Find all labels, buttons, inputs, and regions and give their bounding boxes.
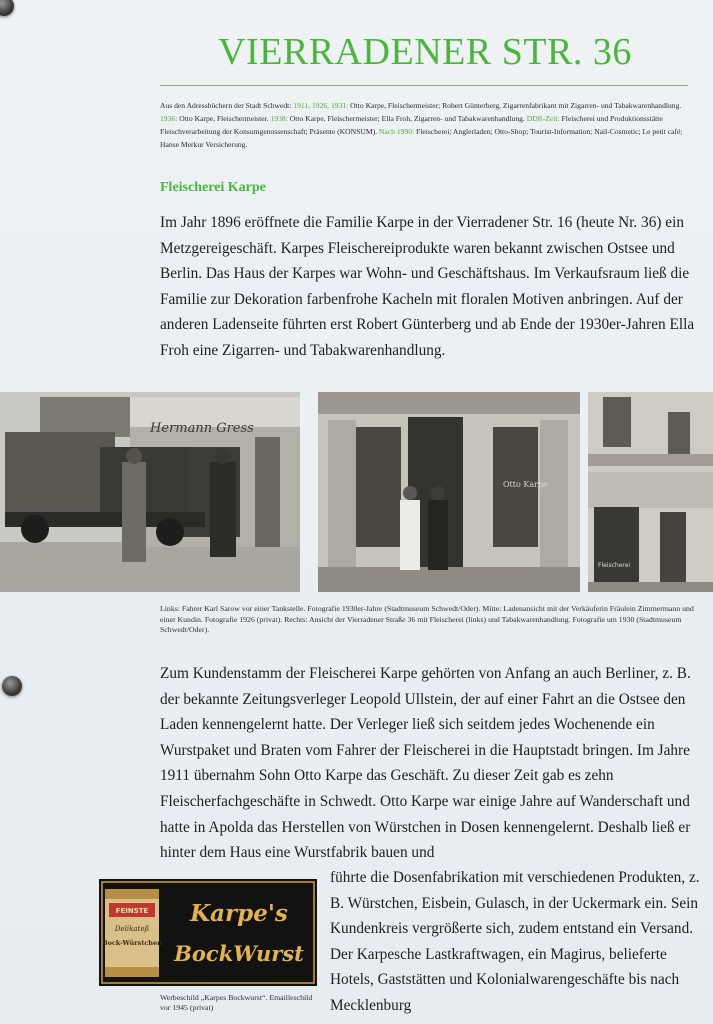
photo-truck xyxy=(0,392,300,592)
photo-truck-illustration xyxy=(0,392,300,592)
window-sign-text: Otto Karpe xyxy=(503,480,548,489)
address-text: Otto Karpe, Fleischermeister. xyxy=(177,114,271,123)
address-book-entries xyxy=(160,99,690,151)
page-title: VIERRADENER STR. 36 xyxy=(218,31,632,73)
section-paragraph: Im Jahr 1896 eröffnete die Familie Karpe in der Vierradener Str. 16 (heute Nr. 36) ein Metzgereigeschäft. Karpes Fleischereiprodukte waren bekannt zwischen Ostsee und Berlin. Das Haus der Karpes war Wohn- und Geschäftshaus. Im Verkaufsraum ließ die Familie zur Dekoration farbenfrohe Kacheln mit floralen Motiven anbringen. Auf der anderen Ladenseite führten erst Robert Günterberg und ab Ende der 1930er-Jahren Ella Froh eine Zigarren- und Tabakwarenhandlung. xyxy=(160,214,695,359)
section-paragraph: Zum Kundenstamm der Fleischerei Karpe gehörten von Anfang an auch Berliner, z. B. der bekannte Zeitungsverleger Leopold Ullstein, der auf einer Fahrt an die Ostsee den Laden kennengelernt hatte. Der Verleger ließ sich seitdem jedes Wochenende ein Wurstpaket und Braten vom Fahrer der Fleischerei in die Hauptstadt bringen. Im Jahre 1911 übernahm Sohn Otto Karpe das Geschäft. Zu dieser Zeit gab es zehn Fleischerfachgeschäfte in Schwedt. Otto Karpe war einige Jahre auf Wanderschaft und hatte in Apolda das Herstellen von Würstchen in Dosen kennengelernt. Deshalb ließ er hinter dem Haus eine Wurstfabrik bauen und xyxy=(160,665,691,862)
photo-facade xyxy=(588,392,713,592)
sign-product-text: BockWurst xyxy=(174,941,304,966)
advertising-sign xyxy=(99,879,317,986)
address-text: Fleischerei und Produktionsstätte Fleischverarbeitung der Konsumgenossenschaft; Präsente (KONSUM). xyxy=(160,114,663,136)
address-intro: Aus den Adressbüchern der Stadt Schwedt: xyxy=(160,101,294,110)
address-year: Nach 1990: xyxy=(378,127,415,136)
address-year: 1938: xyxy=(270,114,288,123)
photo-caption: Links: Fahrer Karl Sarow vor einer Tankstelle. Fotografie 1930er-Jahre (Stadtmuseum Schwedt/Oder). Mitte: Ladenansicht mit der Verkäuferin Fräulein Zimmermann und einer Kundin. Fotografie 1926 (privat). Rechts: Ansicht der Vierradener Straße 36 mit Fleischerei (links) und Tabakwarenhandlung. Fotografie um 1930 (Stadtmuseum Schwedt/Oder). xyxy=(160,604,694,634)
shop-sign-text: Hermann Gress xyxy=(150,421,254,436)
mounting-screw xyxy=(2,676,22,696)
address-text: Otto Karpe, Fleischermeister; Ella Froh, Zigarren- und Tabakwarenhandlung. xyxy=(287,114,527,123)
photo-shopfront xyxy=(318,392,580,592)
facade-sign-text: Fleischerei xyxy=(598,562,631,569)
can-label-top: FEINSTE xyxy=(115,907,149,915)
address-year: DDR-Zeit: xyxy=(526,114,560,123)
address-text: Fleischerei; Anglerladen; Otto-Shop; Tourist-Information; Nail-Cosmetic; Le petit café; Hanse Merkur Versicherung. xyxy=(160,127,683,149)
section-paragraph-continued: führte die Dosenfabrikation mit verschiedenen Produkten, z. B. Würstchen, Eisbein, Gulasch, in der Uckermark ein. Sein Kundenkreis vergrößerte sich, zudem entstand ein Versand. Der Karpesche Lastkraftwagen, ein Magirus, belieferte Hotels, Gaststätten und Kolonialwarengeschäfte bis nach Mecklenburg xyxy=(330,869,700,1014)
sign-caption: Werbeschild „Karpes Bockwurst“. Emailleschild vor 1945 (privat) xyxy=(160,993,313,1012)
address-year: 1911, 1926, 1931: xyxy=(293,101,349,110)
address-text: Otto Karpe, Fleischermeister; Robert Günterberg, Zigarrenfabrikant mit Zigarren- und Tabakwarenhandlung. xyxy=(348,101,682,110)
photo-shopfront-illustration xyxy=(318,392,580,592)
can-label-middle: Delikateß xyxy=(114,925,150,933)
can-label-bottom: Bock-Würstchen xyxy=(102,939,162,947)
photo-facade-illustration xyxy=(588,392,713,592)
sign-brand-text: Karpe's xyxy=(190,900,288,927)
section-heading: Fleischerei Karpe xyxy=(160,180,266,195)
address-year: 1936: xyxy=(160,114,178,123)
title-divider xyxy=(160,85,688,86)
bockwurst-sign-illustration xyxy=(99,879,317,986)
